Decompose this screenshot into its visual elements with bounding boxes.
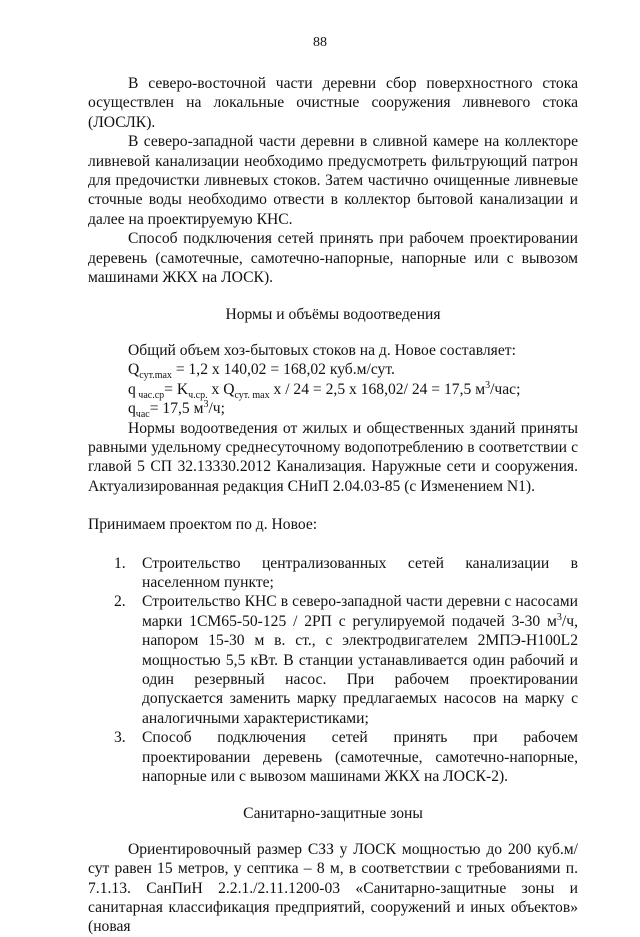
accept-lead-text: Принимаем проектом по д. Новое: xyxy=(88,516,318,534)
paragraph-connection-method: Способ подключения сетей принять при рабочем проектировании деревень (самотечные, самотечно-напорные, напорные или с вывозом машинами ЖКХ на ЛОСК). xyxy=(88,230,578,287)
paragraph-norms: Нормы водоотведения от жилых и общественных зданий приняты равными удельному среднесуточному водопотреблению в соответствии с главой 5 СП 32.13330.2012 Канализация. Наружные сети и сооружения. Актуализированная редакция СНиП 2.04.03-85 (с Изменением N1). xyxy=(88,419,578,495)
paragraph-ne-runoff: В северо-восточной части деревни сбор поверхностного стока осуществлен на локальные очистные сооружения ливневого стока (ЛОСЛК). xyxy=(88,75,578,131)
paragraph-nw-filter: В северо-западной части деревни в сливной камере на коллекторе ливневой канализации необходимо предусмотреть фильтрующий патрон для предочистки ливневых стоков. Затем частично очищенные ливневые сточные воды необходимо отвести в коллектор бытовой канализации и далее на проектируемую КНС. xyxy=(88,133,578,228)
section-heading-norms: Нормы и объёмы водоотведения xyxy=(225,306,441,324)
list-item xyxy=(88,554,578,593)
page-number: 88 xyxy=(313,35,327,50)
document-body xyxy=(88,74,578,937)
accepted-measures-list xyxy=(88,554,578,787)
list-item-number: 1. xyxy=(114,554,126,572)
list-item-text: Способ подключения сетей принять при рабочем проектировании деревень (самотечные, самотечно-напорные, напорные или с вывозом машинами ЖКХ на ЛОСК-2). xyxy=(142,729,578,785)
formula-q-hourly: $q_{час}= 17,5$ $м^3/ч$; xyxy=(128,398,225,421)
list-item-number: 2. xyxy=(114,593,126,611)
section-heading-sanitary-zones: Санитарно-защитные зоны xyxy=(243,805,423,823)
list-item-text: Строительство централизованных сетей канализации в населенном пункте; xyxy=(142,554,578,591)
list-item xyxy=(88,728,578,786)
formula-q-hourly-avg: q $_{час.ср}= K_{ч.ср.}$ x $Q_{сут. max}$ x / 24 = 2,5 х 168,02/ 24 = 17,5 $м^3$/час; xyxy=(128,379,521,401)
volume-lead-text: Общий объем хоз-бытовых стоков на д. Новое составляет: xyxy=(128,341,516,359)
list-item xyxy=(88,592,578,728)
paragraph-sanitary-zones: Ориентировочный размер СЗЗ у ЛОСК мощностью до 200 куб.м/сут равен 15 метров, у септика – 8 м, в соответствии с требованиями п. 7.1.13. СанПиН 2.2.1./2.11.1200-03 «Санитарно-защитные зоны и санитарная классификация предприятий, сооружений и иных объектов» (новая xyxy=(88,840,578,936)
list-item-text: Строительство КНС в северо-западной части деревни с насосами марки 1СМ65-50-125 / 2РП с регулируемой подачей 3-30 $м^3/ч$, напором 15-30 м в. ст., с электродвигателем 2МПЭ-Н100L2 мощностью 5,5 кВт. В станции устанавливается один рабочий и один резервный насос. При рабочем проектировании допускается заменить марку предлагаемых насосов на марку с аналогичными характеристиками; xyxy=(142,593,578,727)
list-item-number: 3. xyxy=(114,729,126,747)
formula-q-daily-max: $Q_{сут.max} = 1,2$ х 140,02 = 168,02 куб.м/сут. xyxy=(128,361,395,382)
